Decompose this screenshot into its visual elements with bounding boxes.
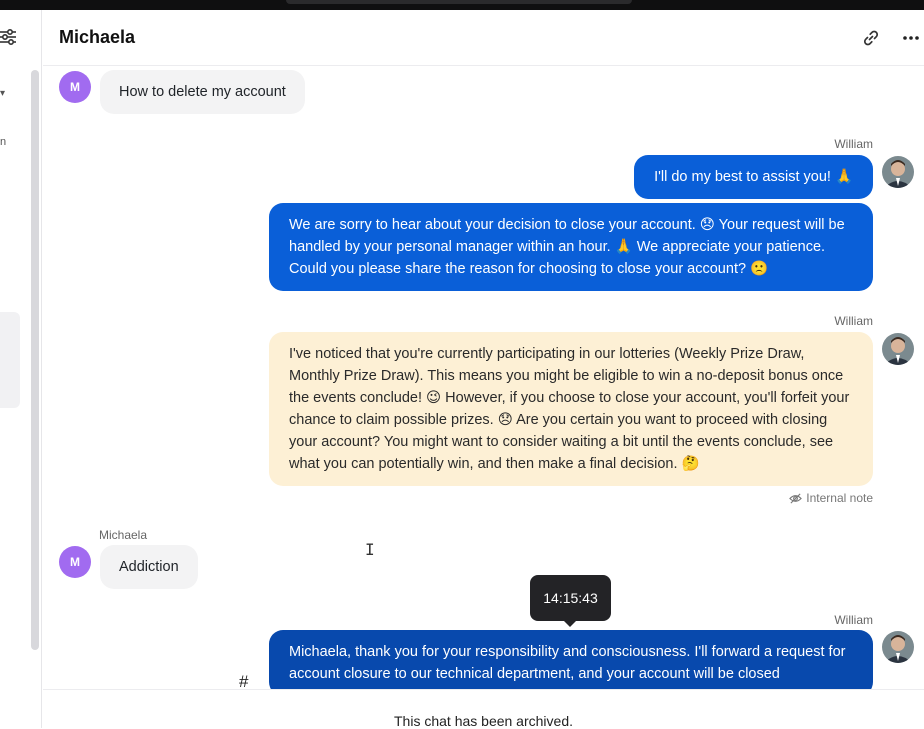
agent-avatar[interactable] (882, 631, 914, 663)
scrollbar[interactable] (31, 70, 39, 650)
message-bubble-outgoing: We are sorry to hear about your decision to close your account. 😞 Your request will be handled by your personal manager within an hour. 🙏 We appreciate your patience. Could you please share the reason for choosing to close your account? 🙁 (269, 203, 873, 291)
internal-note-label: Internal note (806, 491, 873, 505)
eye-off-icon (789, 492, 802, 505)
message-bubble-outgoing: Michaela, thank you for your responsibility and consciousness. I'll forward a request for account closure to our technical department, and your account will be closed (269, 630, 873, 689)
message-bubble-outgoing: I'll do my best to assist you! 🙏 (634, 155, 873, 199)
text-cursor: I (365, 540, 375, 559)
avatar[interactable]: M (59, 71, 91, 103)
list-item-fragment: n (0, 136, 7, 148)
sender-name: William (834, 137, 873, 151)
chat-footer (43, 689, 924, 728)
internal-note-bubble: I've noticed that you're currently participating in our lotteries (Weekly Prize Draw, Monthly Prize Draw). This means you might be eligible to win a no-deposit bonus once the events conclude! 😉 However, if you choose to close your account, you'll forfeit your chance to claim possible prizes. 😞 Are you certain you want to proceed with closing your account? You might want to consider waiting a bit until the events conclude, see what you can potentially win, and then make a final decision. 🤔 (269, 332, 873, 486)
timestamp-tooltip: 14:15:43 (530, 575, 611, 621)
sender-name: William (834, 613, 873, 627)
filter-icon[interactable] (0, 28, 18, 46)
address-pill (286, 0, 632, 4)
avatar[interactable]: M (59, 546, 91, 578)
link-icon[interactable] (861, 28, 881, 48)
left-pane (0, 10, 42, 728)
hash-symbol: # (239, 672, 249, 689)
sender-name: William (834, 314, 873, 328)
chat-header (43, 10, 924, 66)
chevron-down-icon[interactable]: ▾ (0, 88, 6, 99)
archived-notice: This chat has been archived. (394, 713, 573, 729)
chat-list-card[interactable] (0, 312, 20, 408)
agent-avatar[interactable] (882, 333, 914, 365)
more-icon[interactable] (901, 28, 921, 48)
message-bubble-incoming: Addiction (100, 545, 198, 589)
window-top-bar (0, 0, 924, 10)
chat-thread (43, 66, 924, 689)
page-title: Michaela (59, 27, 136, 47)
sender-name: Michaela (99, 528, 148, 542)
agent-avatar[interactable] (882, 156, 914, 188)
internal-note-tag (789, 491, 873, 505)
message-bubble-incoming: How to delete my account (100, 70, 305, 114)
